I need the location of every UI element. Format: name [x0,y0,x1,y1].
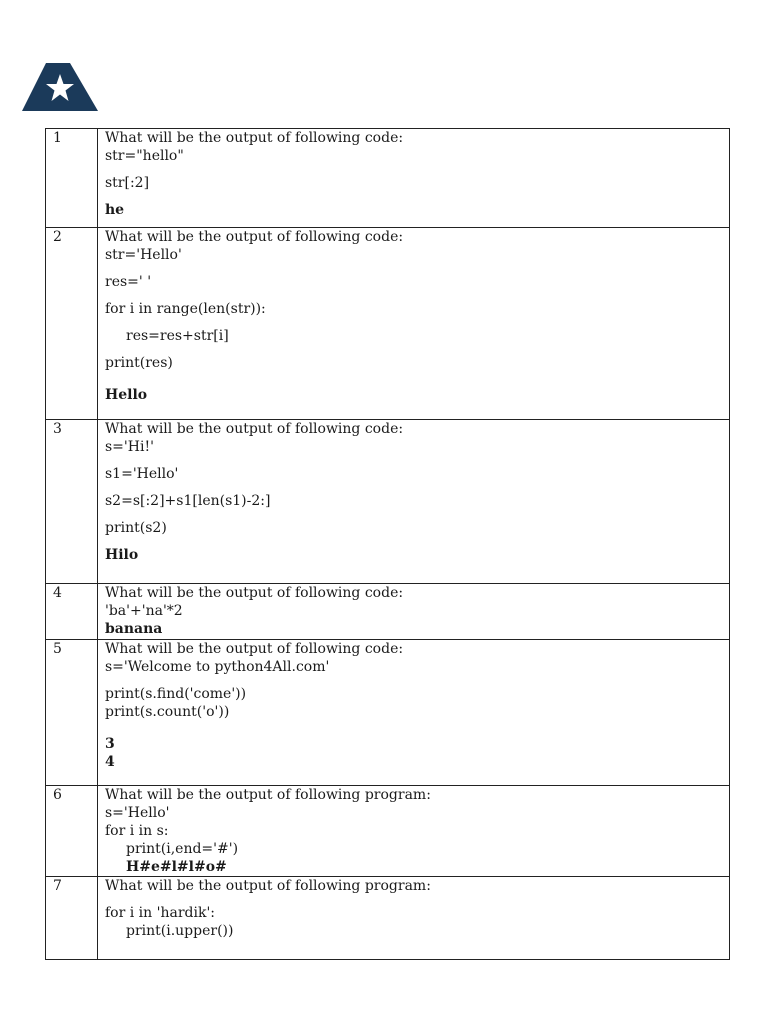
answer-line: Hello [105,387,148,403]
answer-line: Hilo [105,547,139,563]
question-row [46,877,730,960]
star-triangle-logo-icon [22,63,98,111]
question-prompt: What will be the output of following code: [105,130,404,146]
code-line: str="hello" [105,148,184,164]
question-number: 4 [46,584,98,640]
code-line: str='Hello' [105,247,182,263]
code-line: s2=s[:2]+s1[len(s1)-2:] [105,493,271,509]
question-number: 6 [46,786,98,877]
question-row [46,786,730,877]
question-body [98,584,730,640]
question-number: 1 [46,129,98,228]
code-line: str[:2] [105,175,150,191]
code-line: for i in 'hardik': [105,905,216,921]
code-line: s1='Hello' [105,466,179,482]
answer-line: H#e#l#l#o# [126,859,227,875]
question-body [98,228,730,420]
question-number: 2 [46,228,98,420]
code-line: print(s.count('o')) [105,704,230,720]
question-body [98,877,730,960]
code-line: s='Hi!' [105,439,154,455]
question-number: 7 [46,877,98,960]
question-prompt: What will be the output of following program: [105,787,431,803]
question-body [98,129,730,228]
question-row [46,420,730,584]
answer-line: banana [105,621,163,637]
question-body [98,420,730,584]
question-prompt: What will be the output of following code: [105,585,404,601]
code-line: print(i,end='#') [126,841,239,857]
answer-line: 4 [105,754,115,770]
question-number: 3 [46,420,98,584]
code-line: print(res) [105,355,173,371]
question-prompt: What will be the output of following code: [105,229,404,245]
question-row [46,228,730,420]
question-row [46,584,730,640]
question-row [46,129,730,228]
code-line: s='Hello' [105,805,170,821]
code-line: 'ba'+'na'*2 [105,603,183,619]
answer-line: 3 [105,736,115,752]
code-line: for i in range(len(str)): [105,301,266,317]
question-body [98,640,730,786]
question-number: 5 [46,640,98,786]
code-line: print(i.upper()) [126,923,234,939]
code-line: s='Welcome to python4All.com' [105,659,330,675]
code-line: print(s.find('come')) [105,686,247,702]
question-row [46,640,730,786]
code-line: for i in s: [105,823,169,839]
question-prompt: What will be the output of following code: [105,641,404,657]
code-line: res=res+str[i] [126,328,229,344]
question-body [98,786,730,877]
question-prompt: What will be the output of following program: [105,878,431,894]
code-line: res=' ' [105,274,152,290]
question-prompt: What will be the output of following code: [105,421,404,437]
code-line: print(s2) [105,520,167,536]
answer-line: he [105,202,125,218]
questions-table [45,128,730,960]
